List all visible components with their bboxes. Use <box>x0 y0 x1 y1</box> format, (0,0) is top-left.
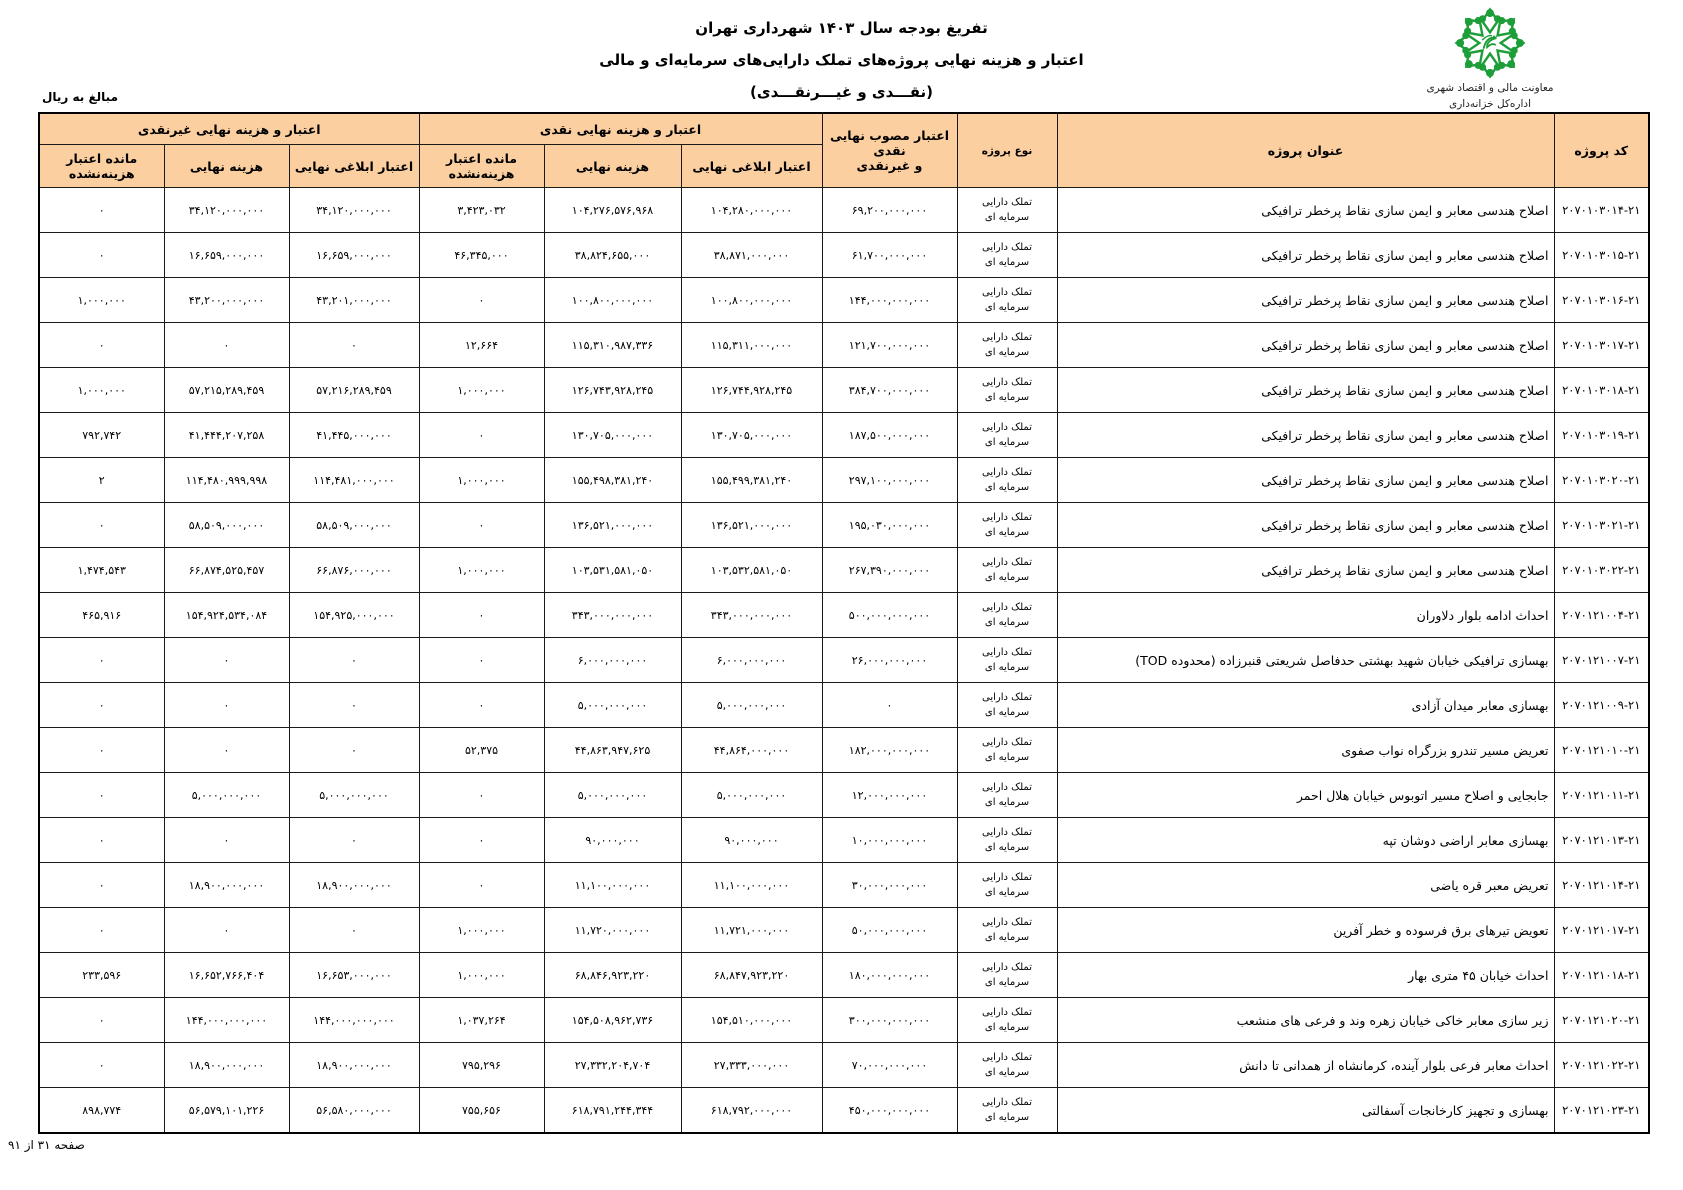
project-code-cell: ۲۰۷۰۱۲۱۰۰۹-۲۱ <box>1554 683 1649 728</box>
amounts-unit-note: مبالغ به ریال <box>41 90 118 104</box>
table-row <box>39 548 1649 593</box>
cash-expense-cell: ۶۱۸,۷۹۱,۲۴۴,۳۴۴ <box>544 1088 681 1134</box>
approved-credit-cell: ۲۶۷,۳۹۰,۰۰۰,۰۰۰ <box>822 548 957 593</box>
noncash-allocated-cell: ۵۷,۲۱۶,۲۸۹,۴۵۹ <box>289 368 419 413</box>
noncash-allocated-cell: ۵,۰۰۰,۰۰۰,۰۰۰ <box>289 773 419 818</box>
cash-expense-cell: ۱۲۶,۷۴۳,۹۲۸,۲۴۵ <box>544 368 681 413</box>
noncash-expense-cell: ۰ <box>164 908 289 953</box>
cash-allocated-cell: ۱۲۶,۷۴۴,۹۲۸,۲۴۵ <box>681 368 822 413</box>
table-row <box>39 233 1649 278</box>
header-project-type: نوع پروژه <box>957 113 1057 188</box>
project-code-cell: ۲۰۷۰۱۲۱۰۲۳-۲۱ <box>1554 1088 1649 1134</box>
cash-allocated-cell: ۶۱۸,۷۹۲,۰۰۰,۰۰۰ <box>681 1088 822 1134</box>
noncash-expense-cell: ۵۶,۵۷۹,۱۰۱,۲۲۶ <box>164 1088 289 1134</box>
cash-remaining-cell: ۱,۰۰۰,۰۰۰ <box>419 548 544 593</box>
project-type-cell: تملک دارایی سرمایه ای <box>957 1043 1057 1088</box>
cash-allocated-cell: ۹۰,۰۰۰,۰۰۰ <box>681 818 822 863</box>
page-number: صفحه ۳۱ از ۹۱ <box>8 1138 85 1152</box>
approved-credit-cell: ۲۹۷,۱۰۰,۰۰۰,۰۰۰ <box>822 458 957 503</box>
noncash-remaining-cell: ۱,۴۷۴,۵۴۳ <box>39 548 164 593</box>
noncash-remaining-cell: ۰ <box>39 188 164 233</box>
approved-credit-cell: ۱۸۰,۰۰۰,۰۰۰,۰۰۰ <box>822 953 957 998</box>
noncash-allocated-cell: ۱۸,۹۰۰,۰۰۰,۰۰۰ <box>289 863 419 908</box>
project-code-cell: ۲۰۷۰۱۰۳۰۱۸-۲۱ <box>1554 368 1649 413</box>
noncash-remaining-cell: ۰ <box>39 503 164 548</box>
noncash-expense-cell: ۰ <box>164 323 289 368</box>
cash-allocated-cell: ۱۰۴,۲۸۰,۰۰۰,۰۰۰ <box>681 188 822 233</box>
cash-allocated-cell: ۱۳۰,۷۰۵,۰۰۰,۰۰۰ <box>681 413 822 458</box>
noncash-remaining-cell: ۰ <box>39 638 164 683</box>
cash-expense-cell: ۱۳۶,۵۲۱,۰۰۰,۰۰۰ <box>544 503 681 548</box>
cash-expense-cell: ۵,۰۰۰,۰۰۰,۰۰۰ <box>544 773 681 818</box>
cash-allocated-cell: ۱۳۶,۵۲۱,۰۰۰,۰۰۰ <box>681 503 822 548</box>
approved-credit-cell: ۰ <box>822 683 957 728</box>
cash-expense-cell: ۱۵۵,۴۹۸,۳۸۱,۲۴۰ <box>544 458 681 503</box>
approved-credit-cell: ۱۲,۰۰۰,۰۰۰,۰۰۰ <box>822 773 957 818</box>
cash-expense-cell: ۱۰۴,۲۷۶,۵۷۶,۹۶۸ <box>544 188 681 233</box>
cash-allocated-cell: ۱۱۵,۳۱۱,۰۰۰,۰۰۰ <box>681 323 822 368</box>
approved-credit-cell: ۱۹۵,۰۳۰,۰۰۰,۰۰۰ <box>822 503 957 548</box>
cash-expense-cell: ۶,۰۰۰,۰۰۰,۰۰۰ <box>544 638 681 683</box>
project-code-cell: ۲۰۷۰۱۲۱۰۱۸-۲۱ <box>1554 953 1649 998</box>
table-row <box>39 503 1649 548</box>
cash-remaining-cell: ۱,۰۰۰,۰۰۰ <box>419 458 544 503</box>
cash-remaining-cell: ۱۲,۶۶۴ <box>419 323 544 368</box>
noncash-remaining-cell: ۱,۰۰۰,۰۰۰ <box>39 368 164 413</box>
project-type-cell: تملک دارایی سرمایه ای <box>957 503 1057 548</box>
project-code-cell: ۲۰۷۰۱۲۱۰۱۴-۲۱ <box>1554 863 1649 908</box>
project-title-cell: زیر سازی معابر خاکی خیابان زهره وند و فرعی های منشعب <box>1057 998 1554 1043</box>
noncash-expense-cell: ۱۶,۶۵۲,۷۶۶,۴۰۴ <box>164 953 289 998</box>
project-code-cell: ۲۰۷۰۱۲۱۰۲۲-۲۱ <box>1554 1043 1649 1088</box>
noncash-expense-cell: ۰ <box>164 683 289 728</box>
project-code-cell: ۲۰۷۰۱۰۳۰۲۰-۲۱ <box>1554 458 1649 503</box>
cash-expense-cell: ۶۸,۸۴۶,۹۲۳,۲۲۰ <box>544 953 681 998</box>
table-row <box>39 458 1649 503</box>
table-row <box>39 323 1649 368</box>
table-row <box>39 593 1649 638</box>
noncash-allocated-cell: ۰ <box>289 728 419 773</box>
project-title-cell: تعریض معبر قره یاضی <box>1057 863 1554 908</box>
noncash-expense-cell: ۱۴۴,۰۰۰,۰۰۰,۰۰۰ <box>164 998 289 1043</box>
noncash-allocated-cell: ۰ <box>289 683 419 728</box>
noncash-expense-cell: ۱۸,۹۰۰,۰۰۰,۰۰۰ <box>164 1043 289 1088</box>
noncash-allocated-cell: ۰ <box>289 908 419 953</box>
project-title-cell: بهسازی معابر میدان آزادی <box>1057 683 1554 728</box>
report-title-line2: اعتبار و هزینه نهایی پروژه‌های تملک دارایی‌های سرمایه‌ای و مالی <box>599 51 1084 69</box>
project-title-cell: اصلاح هندسی معابر و ایمن سازی نقاط پرخطر ترافیکی <box>1057 278 1554 323</box>
noncash-remaining-cell: ۰ <box>39 863 164 908</box>
table-row <box>39 278 1649 323</box>
cash-remaining-cell: ۷۹۵,۲۹۶ <box>419 1043 544 1088</box>
table-row <box>39 818 1649 863</box>
noncash-allocated-cell: ۱۴۴,۰۰۰,۰۰۰,۰۰۰ <box>289 998 419 1043</box>
project-code-cell: ۲۰۷۰۱۰۳۰۲۲-۲۱ <box>1554 548 1649 593</box>
project-title-cell: احداث خیابان ۴۵ متری بهار <box>1057 953 1554 998</box>
header-approved-line1: اعتبار مصوب نهایی نقدی <box>829 128 950 158</box>
project-title-cell: جابجایی و اصلاح مسیر اتوبوس خیابان هلال احمر <box>1057 773 1554 818</box>
cash-expense-cell: ۱۱۵,۳۱۰,۹۸۷,۳۳۶ <box>544 323 681 368</box>
header-approved-line2: و غیرنقدی <box>856 158 923 173</box>
project-code-cell: ۲۰۷۰۱۲۱۰۱۳-۲۱ <box>1554 818 1649 863</box>
noncash-expense-cell: ۴۳,۲۰۰,۰۰۰,۰۰۰ <box>164 278 289 323</box>
noncash-allocated-cell: ۴۱,۴۴۵,۰۰۰,۰۰۰ <box>289 413 419 458</box>
header-cash-allocated: اعتبار ابلاغی نهایی <box>681 145 822 188</box>
header-cash-remaining: مانده اعتبار هزینه‌نشده <box>419 145 544 188</box>
approved-credit-cell: ۱۴۴,۰۰۰,۰۰۰,۰۰۰ <box>822 278 957 323</box>
cash-expense-cell: ۳۴۳,۰۰۰,۰۰۰,۰۰۰ <box>544 593 681 638</box>
project-title-cell: بهسازی و تجهیز کارخانجات آسفالتی <box>1057 1088 1554 1134</box>
noncash-allocated-cell: ۱۵۴,۹۲۵,۰۰۰,۰۰۰ <box>289 593 419 638</box>
noncash-allocated-cell: ۳۴,۱۲۰,۰۰۰,۰۰۰ <box>289 188 419 233</box>
header-noncash-expense: هزینه نهایی <box>164 145 289 188</box>
noncash-expense-cell: ۶۶,۸۷۴,۵۲۵,۴۵۷ <box>164 548 289 593</box>
project-code-cell: ۲۰۷۰۱۰۳۰۱۹-۲۱ <box>1554 413 1649 458</box>
project-type-cell: تملک دارایی سرمایه ای <box>957 548 1057 593</box>
noncash-expense-cell: ۰ <box>164 728 289 773</box>
noncash-allocated-cell: ۵۸,۵۰۹,۰۰۰,۰۰۰ <box>289 503 419 548</box>
noncash-allocated-cell: ۱۶,۶۵۳,۰۰۰,۰۰۰ <box>289 953 419 998</box>
cash-expense-cell: ۱۵۴,۵۰۸,۹۶۲,۷۳۶ <box>544 998 681 1043</box>
project-title-cell: احداث معابر فرعی بلوار آینده، کرمانشاه از همدانی تا دانش <box>1057 1043 1554 1088</box>
project-code-cell: ۲۰۷۰۱۲۱۰۰۴-۲۱ <box>1554 593 1649 638</box>
noncash-allocated-cell: ۵۶,۵۸۰,۰۰۰,۰۰۰ <box>289 1088 419 1134</box>
cash-allocated-cell: ۱۵۴,۵۱۰,۰۰۰,۰۰۰ <box>681 998 822 1043</box>
cash-remaining-cell: ۰ <box>419 638 544 683</box>
project-code-cell: ۲۰۷۰۱۰۳۰۱۴-۲۱ <box>1554 188 1649 233</box>
noncash-remaining-cell: ۰ <box>39 908 164 953</box>
project-title-cell: احداث ادامه بلوار دلاوران <box>1057 593 1554 638</box>
noncash-remaining-cell: ۰ <box>39 998 164 1043</box>
approved-credit-cell: ۴۵۰,۰۰۰,۰۰۰,۰۰۰ <box>822 1088 957 1134</box>
project-type-cell: تملک دارایی سرمایه ای <box>957 638 1057 683</box>
header-noncash-group: اعتبار و هزینه نهایی غیرنقدی <box>39 113 419 145</box>
noncash-remaining-cell: ۰ <box>39 683 164 728</box>
approved-credit-cell: ۱۰,۰۰۰,۰۰۰,۰۰۰ <box>822 818 957 863</box>
project-title-cell: تعویض تیرهای برق فرسوده و خطر آفرین <box>1057 908 1554 953</box>
noncash-remaining-cell: ۰ <box>39 773 164 818</box>
org-deputy-label: معاونت مالی و اقتصاد شهری <box>1426 82 1554 94</box>
cash-remaining-cell: ۰ <box>419 863 544 908</box>
cash-remaining-cell: ۰ <box>419 593 544 638</box>
noncash-expense-cell: ۵,۰۰۰,۰۰۰,۰۰۰ <box>164 773 289 818</box>
project-type-cell: تملک دارایی سرمایه ای <box>957 593 1057 638</box>
table-row <box>39 1043 1649 1088</box>
project-title-cell: اصلاح هندسی معابر و ایمن سازی نقاط پرخطر ترافیکی <box>1057 188 1554 233</box>
project-title-cell: اصلاح هندسی معابر و ایمن سازی نقاط پرخطر ترافیکی <box>1057 458 1554 503</box>
project-type-cell: تملک دارایی سرمایه ای <box>957 683 1057 728</box>
cash-expense-cell: ۵,۰۰۰,۰۰۰,۰۰۰ <box>544 683 681 728</box>
header-cash-expense: هزینه نهایی <box>544 145 681 188</box>
org-office-label: اداره‌کل خزانه‌داری <box>1448 98 1531 110</box>
project-type-cell: تملک دارایی سرمایه ای <box>957 278 1057 323</box>
project-title-cell: اصلاح هندسی معابر و ایمن سازی نقاط پرخطر ترافیکی <box>1057 503 1554 548</box>
cash-expense-cell: ۱۰۳,۵۳۱,۵۸۱,۰۵۰ <box>544 548 681 593</box>
project-title-cell: اصلاح هندسی معابر و ایمن سازی نقاط پرخطر ترافیکی <box>1057 368 1554 413</box>
noncash-expense-cell: ۵۸,۵۰۹,۰۰۰,۰۰۰ <box>164 503 289 548</box>
cash-remaining-cell: ۱,۰۰۰,۰۰۰ <box>419 953 544 998</box>
table-row <box>39 728 1649 773</box>
table-row <box>39 863 1649 908</box>
cash-remaining-cell: ۰ <box>419 503 544 548</box>
cash-allocated-cell: ۱۵۵,۴۹۹,۳۸۱,۲۴۰ <box>681 458 822 503</box>
project-type-cell: تملک دارایی سرمایه ای <box>957 908 1057 953</box>
noncash-allocated-cell: ۱۶,۶۵۹,۰۰۰,۰۰۰ <box>289 233 419 278</box>
project-code-cell: ۲۰۷۰۱۲۱۰۱۰-۲۱ <box>1554 728 1649 773</box>
budget-table-wrap <box>38 112 1650 1134</box>
table-body <box>39 188 1649 1134</box>
header-cash-group: اعتبار و هزینه نهایی نقدی <box>419 113 822 145</box>
project-type-cell: تملک دارایی سرمایه ای <box>957 188 1057 233</box>
project-type-cell: تملک دارایی سرمایه ای <box>957 368 1057 413</box>
project-code-cell: ۲۰۷۰۱۰۳۰۲۱-۲۱ <box>1554 503 1649 548</box>
noncash-remaining-cell: ۷۹۲,۷۴۲ <box>39 413 164 458</box>
approved-credit-cell: ۵۰,۰۰۰,۰۰۰,۰۰۰ <box>822 908 957 953</box>
approved-credit-cell: ۱۸۷,۵۰۰,۰۰۰,۰۰۰ <box>822 413 957 458</box>
project-code-cell: ۲۰۷۰۱۲۱۰۱۱-۲۱ <box>1554 773 1649 818</box>
noncash-expense-cell: ۰ <box>164 818 289 863</box>
approved-credit-cell: ۱۲۱,۷۰۰,۰۰۰,۰۰۰ <box>822 323 957 368</box>
cash-remaining-cell: ۷۵۵,۶۵۶ <box>419 1088 544 1134</box>
table-row <box>39 773 1649 818</box>
cash-remaining-cell: ۱,۰۰۰,۰۰۰ <box>419 908 544 953</box>
noncash-expense-cell: ۱۱۴,۴۸۰,۹۹۹,۹۹۸ <box>164 458 289 503</box>
cash-expense-cell: ۴۴,۸۶۳,۹۴۷,۶۲۵ <box>544 728 681 773</box>
approved-credit-cell: ۶۱,۷۰۰,۰۰۰,۰۰۰ <box>822 233 957 278</box>
project-code-cell: ۲۰۷۰۱۰۳۰۱۷-۲۱ <box>1554 323 1649 368</box>
table-header <box>39 113 1649 188</box>
project-title-cell: اصلاح هندسی معابر و ایمن سازی نقاط پرخطر ترافیکی <box>1057 548 1554 593</box>
project-type-cell: تملک دارایی سرمایه ای <box>957 818 1057 863</box>
cash-allocated-cell: ۶۸,۸۴۷,۹۲۳,۲۲۰ <box>681 953 822 998</box>
table-row <box>39 1088 1649 1134</box>
table-row <box>39 413 1649 458</box>
noncash-remaining-cell: ۲ <box>39 458 164 503</box>
cash-remaining-cell: ۰ <box>419 413 544 458</box>
report-title-line1: تفریغ بودجه سال ۱۴۰۳ شهرداری تهران <box>695 19 988 37</box>
noncash-allocated-cell: ۱۸,۹۰۰,۰۰۰,۰۰۰ <box>289 1043 419 1088</box>
noncash-remaining-cell: ۰ <box>39 1043 164 1088</box>
cash-allocated-cell: ۴۴,۸۶۴,۰۰۰,۰۰۰ <box>681 728 822 773</box>
header-project-title: عنوان پروژه <box>1057 113 1554 188</box>
cash-remaining-cell: ۰ <box>419 278 544 323</box>
budget-table <box>38 112 1650 1134</box>
cash-allocated-cell: ۲۷,۳۳۳,۰۰۰,۰۰۰ <box>681 1043 822 1088</box>
cash-allocated-cell: ۳۸,۸۷۱,۰۰۰,۰۰۰ <box>681 233 822 278</box>
cash-expense-cell: ۱۰۰,۸۰۰,۰۰۰,۰۰۰ <box>544 278 681 323</box>
approved-credit-cell: ۶۹,۲۰۰,۰۰۰,۰۰۰ <box>822 188 957 233</box>
project-type-cell: تملک دارایی سرمایه ای <box>957 233 1057 278</box>
header-approved-credit <box>822 113 957 188</box>
noncash-allocated-cell: ۰ <box>289 818 419 863</box>
approved-credit-cell: ۳۸۴,۷۰۰,۰۰۰,۰۰۰ <box>822 368 957 413</box>
table-row <box>39 953 1649 998</box>
noncash-expense-cell: ۱۶,۶۵۹,۰۰۰,۰۰۰ <box>164 233 289 278</box>
noncash-allocated-cell: ۰ <box>289 638 419 683</box>
cash-remaining-cell: ۰ <box>419 773 544 818</box>
table-row <box>39 908 1649 953</box>
project-type-cell: تملک دارایی سرمایه ای <box>957 1088 1057 1134</box>
noncash-allocated-cell: ۰ <box>289 323 419 368</box>
cash-remaining-cell: ۰ <box>419 818 544 863</box>
cash-remaining-cell: ۰ <box>419 683 544 728</box>
noncash-remaining-cell: ۰ <box>39 323 164 368</box>
table-row <box>39 683 1649 728</box>
noncash-expense-cell: ۰ <box>164 638 289 683</box>
project-title-cell: اصلاح هندسی معابر و ایمن سازی نقاط پرخطر ترافیکی <box>1057 233 1554 278</box>
project-code-cell: ۲۰۷۰۱۰۳۰۱۵-۲۱ <box>1554 233 1649 278</box>
project-type-cell: تملک دارایی سرمایه ای <box>957 458 1057 503</box>
report-title-line3: (نقـــدی و غیـــرنقـــدی) <box>749 83 933 101</box>
project-type-cell: تملک دارایی سرمایه ای <box>957 953 1057 998</box>
project-code-cell: ۲۰۷۰۱۲۱۰۱۷-۲۱ <box>1554 908 1649 953</box>
project-title-cell: بهسازی معابر اراضی دوشان تپه <box>1057 818 1554 863</box>
cash-allocated-cell: ۵,۰۰۰,۰۰۰,۰۰۰ <box>681 773 822 818</box>
cash-remaining-cell: ۱,۰۳۷,۲۶۴ <box>419 998 544 1043</box>
approved-credit-cell: ۳۰۰,۰۰۰,۰۰۰,۰۰۰ <box>822 998 957 1043</box>
cash-expense-cell: ۳۸,۸۲۴,۶۵۵,۰۰۰ <box>544 233 681 278</box>
project-type-cell: تملک دارایی سرمایه ای <box>957 728 1057 773</box>
header-noncash-remaining: مانده اعتبار هزینه‌نشده <box>39 145 164 188</box>
noncash-remaining-cell: ۰ <box>39 728 164 773</box>
cash-allocated-cell: ۱۱,۷۲۱,۰۰۰,۰۰۰ <box>681 908 822 953</box>
project-type-cell: تملک دارایی سرمایه ای <box>957 413 1057 458</box>
project-title-cell: اصلاح هندسی معابر و ایمن سازی نقاط پرخطر ترافیکی <box>1057 413 1554 458</box>
cash-remaining-cell: ۳,۴۲۳,۰۳۲ <box>419 188 544 233</box>
cash-allocated-cell: ۳۴۳,۰۰۰,۰۰۰,۰۰۰ <box>681 593 822 638</box>
noncash-allocated-cell: ۶۶,۸۷۶,۰۰۰,۰۰۰ <box>289 548 419 593</box>
noncash-expense-cell: ۵۷,۲۱۵,۲۸۹,۴۵۹ <box>164 368 289 413</box>
project-title-cell: اصلاح هندسی معابر و ایمن سازی نقاط پرخطر ترافیکی <box>1057 323 1554 368</box>
project-code-cell: ۲۰۷۰۱۰۳۰۱۶-۲۱ <box>1554 278 1649 323</box>
cash-allocated-cell: ۶,۰۰۰,۰۰۰,۰۰۰ <box>681 638 822 683</box>
noncash-remaining-cell: ۱,۰۰۰,۰۰۰ <box>39 278 164 323</box>
noncash-expense-cell: ۴۱,۴۴۴,۲۰۷,۲۵۸ <box>164 413 289 458</box>
tehran-municipality-emblem-icon <box>1385 6 1595 80</box>
noncash-allocated-cell: ۱۱۴,۴۸۱,۰۰۰,۰۰۰ <box>289 458 419 503</box>
organization-logo-block <box>1385 6 1595 112</box>
cash-expense-cell: ۱۳۰,۷۰۵,۰۰۰,۰۰۰ <box>544 413 681 458</box>
approved-credit-cell: ۷۰,۰۰۰,۰۰۰,۰۰۰ <box>822 1043 957 1088</box>
cash-expense-cell: ۱۱,۱۰۰,۰۰۰,۰۰۰ <box>544 863 681 908</box>
project-type-cell: تملک دارایی سرمایه ای <box>957 773 1057 818</box>
table-row <box>39 188 1649 233</box>
table-row <box>39 998 1649 1043</box>
noncash-remaining-cell: ۲۳۳,۵۹۶ <box>39 953 164 998</box>
noncash-remaining-cell: ۰ <box>39 233 164 278</box>
approved-credit-cell: ۳۰,۰۰۰,۰۰۰,۰۰۰ <box>822 863 957 908</box>
cash-allocated-cell: ۱۱,۱۰۰,۰۰۰,۰۰۰ <box>681 863 822 908</box>
noncash-remaining-cell: ۴۶۵,۹۱۶ <box>39 593 164 638</box>
cash-remaining-cell: ۴۶,۳۴۵,۰۰۰ <box>419 233 544 278</box>
table-row <box>39 368 1649 413</box>
cash-remaining-cell: ۱,۰۰۰,۰۰۰ <box>419 368 544 413</box>
noncash-remaining-cell: ۸۹۸,۷۷۴ <box>39 1088 164 1134</box>
cash-allocated-cell: ۱۰۰,۸۰۰,۰۰۰,۰۰۰ <box>681 278 822 323</box>
noncash-remaining-cell: ۰ <box>39 818 164 863</box>
cash-remaining-cell: ۵۲,۳۷۵ <box>419 728 544 773</box>
project-title-cell: بهسازی ترافیکی خیابان شهید بهشتی حدفاصل شریعتی قنبرزاده (محدوده TOD) <box>1057 638 1554 683</box>
cash-allocated-cell: ۱۰۳,۵۳۲,۵۸۱,۰۵۰ <box>681 548 822 593</box>
header-noncash-allocated: اعتبار ابلاغی نهایی <box>289 145 419 188</box>
approved-credit-cell: ۲۶,۰۰۰,۰۰۰,۰۰۰ <box>822 638 957 683</box>
cash-expense-cell: ۱۱,۷۲۰,۰۰۰,۰۰۰ <box>544 908 681 953</box>
project-code-cell: ۲۰۷۰۱۲۱۰۰۷-۲۱ <box>1554 638 1649 683</box>
noncash-expense-cell: ۳۴,۱۲۰,۰۰۰,۰۰۰ <box>164 188 289 233</box>
table-row <box>39 638 1649 683</box>
noncash-expense-cell: ۱۸,۹۰۰,۰۰۰,۰۰۰ <box>164 863 289 908</box>
project-type-cell: تملک دارایی سرمایه ای <box>957 863 1057 908</box>
cash-expense-cell: ۲۷,۳۳۲,۲۰۴,۷۰۴ <box>544 1043 681 1088</box>
project-type-cell: تملک دارایی سرمایه ای <box>957 323 1057 368</box>
cash-expense-cell: ۹۰,۰۰۰,۰۰۰ <box>544 818 681 863</box>
noncash-allocated-cell: ۴۳,۲۰۱,۰۰۰,۰۰۰ <box>289 278 419 323</box>
noncash-expense-cell: ۱۵۴,۹۲۴,۵۳۴,۰۸۴ <box>164 593 289 638</box>
header-project-code: کد پروژه <box>1554 113 1649 188</box>
approved-credit-cell: ۵۰۰,۰۰۰,۰۰۰,۰۰۰ <box>822 593 957 638</box>
project-code-cell: ۲۰۷۰۱۲۱۰۲۰-۲۱ <box>1554 998 1649 1043</box>
project-title-cell: تعریض مسیر تندرو بزرگراه نواب صفوی <box>1057 728 1554 773</box>
project-type-cell: تملک دارایی سرمایه ای <box>957 998 1057 1043</box>
approved-credit-cell: ۱۸۲,۰۰۰,۰۰۰,۰۰۰ <box>822 728 957 773</box>
cash-allocated-cell: ۵,۰۰۰,۰۰۰,۰۰۰ <box>681 683 822 728</box>
